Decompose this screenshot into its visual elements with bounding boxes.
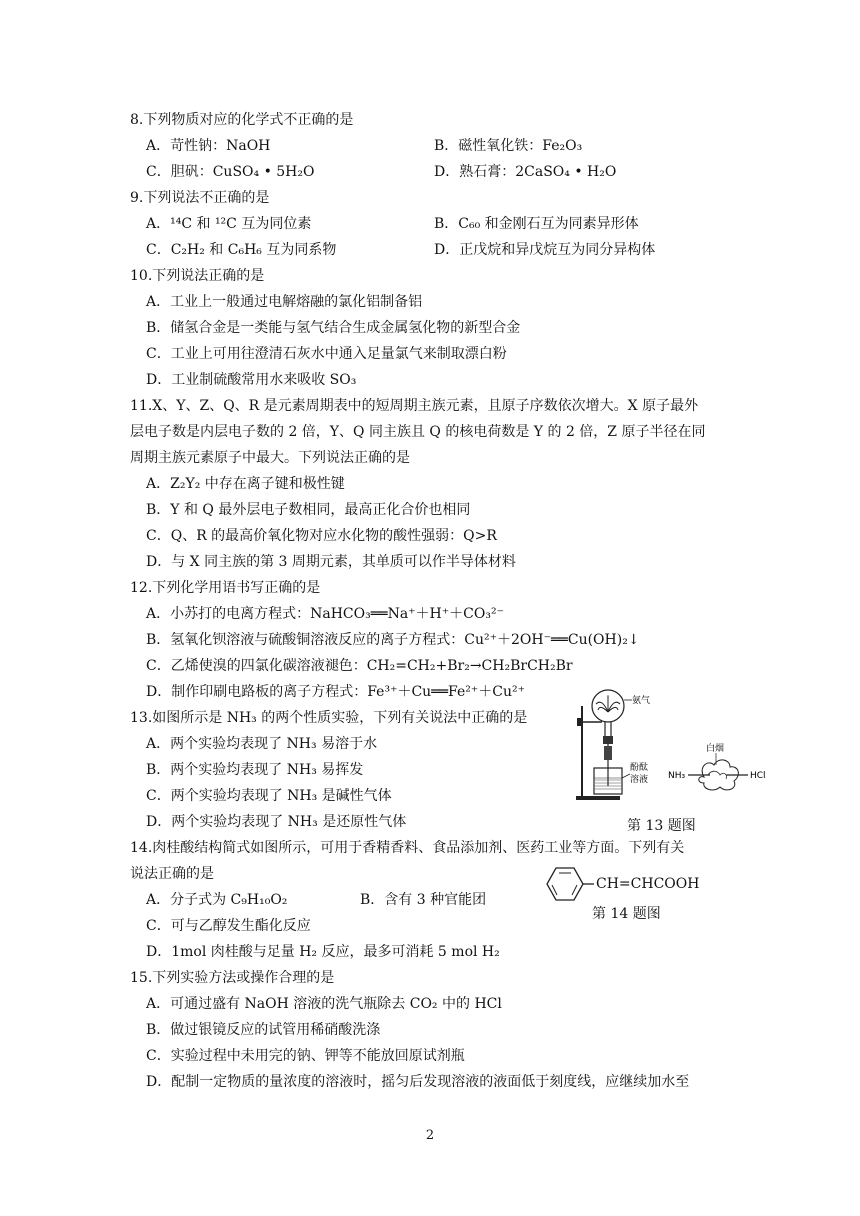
q11-stem-line1: 11.X、Y、Z、Q、R 是元素周期表中的短周期主族元素，且原子序数依次增大。X 原子最外 — [130, 398, 699, 414]
label-ammonia: 氨气 — [632, 696, 651, 706]
q10-option-d: D．工业制硫酸常用水来吸收 SO₃ — [146, 372, 357, 388]
q10-stem: 10.下列说法正确的是 — [130, 268, 265, 284]
q13-option-d: D．两个实验均表现了 NH₃ 是还原性气体 — [146, 814, 407, 830]
label-solution: 溶液 — [630, 775, 649, 785]
q8-stem: 8.下列物质对应的化学式不正确的是 — [130, 112, 354, 128]
q11-option-c: C．Q、R 的最高价氧化物对应水化物的酸性强弱：Q>R — [146, 528, 497, 544]
q12-stem: 12.下列化学用语书写正确的是 — [130, 580, 321, 596]
figure-13-caption: 第 13 题图 — [627, 818, 696, 834]
q9-option-c: C．C₂H₂ 和 C₆H₆ 互为同系物 — [146, 242, 337, 258]
q11-option-a: A．Z₂Y₂ 中存在离子键和极性键 — [146, 476, 345, 492]
q14-option-c: C．可与乙醇发生酯化反应 — [146, 918, 311, 934]
q15-option-c: C．实验过程中未用完的钠、钾等不能放回原试剂瓶 — [146, 1048, 465, 1064]
q8-option-c: C．胆矾：CuSO₄ • 5H₂O — [146, 164, 315, 180]
q15-option-b: B．做过银镜反应的试管用稀硝酸洗涤 — [146, 1022, 381, 1038]
q9-option-d: D．正戊烷和异戊烷互为同分异构体 — [434, 242, 656, 258]
q14-option-a: A．分子式为 C₉H₁₀O₂ — [146, 892, 288, 908]
q11-option-d: D．与 X 同主族的第 3 周期元素，其单质可以作半导体材料 — [146, 554, 516, 570]
q8-option-a: A．苛性钠：NaOH — [146, 138, 271, 154]
page-number: 2 — [425, 1128, 435, 1143]
q9-option-b: B．C₆₀ 和金刚石互为同素异形体 — [434, 216, 639, 232]
cinnamic-acid-structure — [544, 864, 594, 904]
q12-option-d: D．制作印刷电路板的离子方程式：Fe³⁺＋Cu══Fe²⁺＋Cu²⁺ — [146, 684, 526, 700]
q13-option-b: B．两个实验均表现了 NH₃ 易挥发 — [146, 762, 364, 778]
q10-option-b: B．储氢合金是一类能与氢气结合生成金属氢化物的新型合金 — [146, 320, 521, 336]
q15-stem: 15.下列实验方法或操作合理的是 — [130, 970, 335, 986]
label-nh3: NH₃ — [668, 771, 686, 781]
q13-option-a: A．两个实验均表现了 NH₃ 易溶于水 — [146, 736, 378, 752]
label-white-smoke: 白烟 — [706, 744, 725, 754]
q14-option-b: B．含有 3 种官能团 — [360, 892, 487, 908]
q10-option-c: C．工业上可用往澄清石灰水中通入足量氯气来制取漂白粉 — [146, 346, 507, 362]
q11-stem-line2: 层电子数是内层电子数的 2 倍，Y、Q 同主族且 Q 的核电荷数是 Y 的 2 倍，Z 原子半径在同 — [130, 424, 706, 440]
q9-stem: 9.下列说法不正确的是 — [130, 190, 270, 206]
q14-option-d: D．1mol 肉桂酸与足量 H₂ 反应，最多可消耗 5 mol H₂ — [146, 944, 500, 960]
q14-stem-line1: 14.肉桂酸结构简式如图所示，可用于香精香料、食品添加剂、医药工业等方面。下列有关 — [130, 840, 685, 856]
q14-stem-line2: 说法正确的是 — [130, 866, 214, 882]
q11-option-b: B．Y 和 Q 最外层电子数相同，最高正化合价也相同 — [146, 502, 471, 518]
q12-option-b: B．氢氧化钡溶液与硫酸铜溶液反应的离子方程式：Cu²⁺＋2OH⁻══Cu(OH)₂↓ — [146, 632, 640, 648]
q11-stem-line3: 周期主族元素原子中最大。下列说法正确的是 — [130, 450, 410, 466]
q8-option-b: B．磁性氧化铁：Fe₂O₃ — [434, 138, 583, 154]
q10-option-a: A．工业上一般通过电解熔融的氯化铝制备铝 — [146, 294, 423, 310]
q12-option-c: C．乙烯使溴的四氯化碳溶液褪色：CH₂=CH₂+Br₂→CH₂BrCH₂Br — [146, 658, 573, 674]
cinnamic-acid-formula: CH=CHCOOH — [596, 876, 700, 892]
q12-option-a: A．小苏打的电离方程式：NaHCO₃══Na⁺＋H⁺＋CO₃²⁻ — [146, 606, 504, 622]
q15-option-d: D．配制一定物质的量浓度的溶液时，摇匀后发现溶液的液面低于刻度线，应继续加水至 — [146, 1074, 690, 1090]
q8-option-d: D．熟石膏：2CaSO₄ • H₂O — [434, 164, 617, 180]
label-hcl: HCl — [750, 771, 766, 781]
white-smoke-diagram — [668, 741, 768, 811]
q15-option-a: A．可通过盛有 NaOH 溶液的洗气瓶除去 CO₂ 中的 HCl — [146, 996, 502, 1012]
figure-14-caption: 第 14 题图 — [592, 906, 661, 922]
label-phenolphthalein: 酚酞 — [630, 763, 649, 773]
q13-option-c: C．两个实验均表现了 NH₃ 是碱性气体 — [146, 788, 392, 804]
q9-option-a: A．¹⁴C 和 ¹²C 互为同位素 — [146, 216, 312, 232]
q13-stem: 13.如图所示是 NH₃ 的两个性质实验，下列有关说法中正确的是 — [130, 710, 528, 726]
